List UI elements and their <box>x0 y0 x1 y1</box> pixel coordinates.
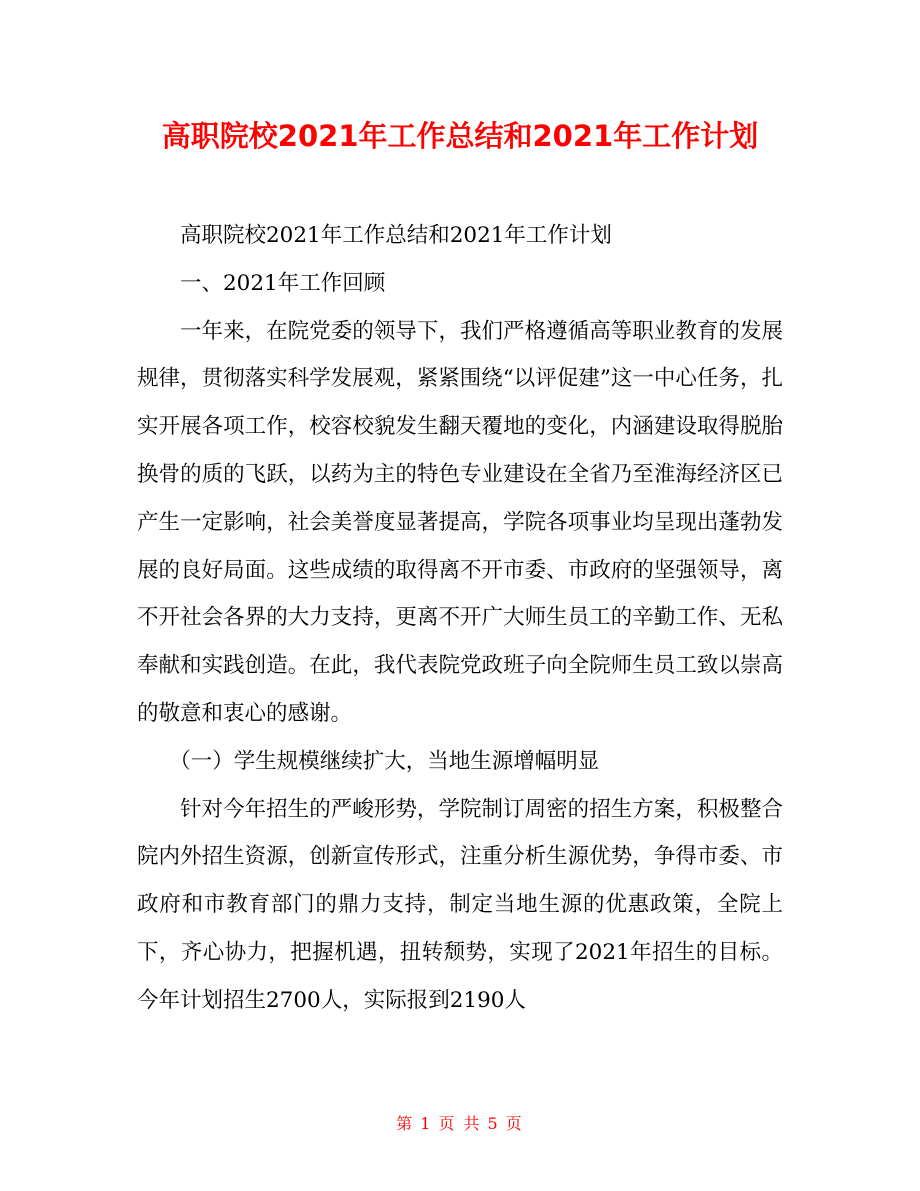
document-title: 高职院校2021年工作总结和2021年工作计划 <box>161 119 759 153</box>
footer-prefix: 第 <box>396 1114 415 1133</box>
footer-total-pages: 5 <box>487 1114 500 1133</box>
body-paragraph: 针对今年招生的严峻形势，学院制订周密的招生方案，积极整合院内外招生资源，创新宣传形式，注重分析生源优势，争得市委、市政府和市教育部门的鼎力支持，制定当地生源的优惠政策，全院上下，齐心协力，把握机遇，扭转颓势，实现了2021年招生的目标。今年计划招生2700人，实际报到2190人 <box>137 796 783 1013</box>
section-heading: 一、2021年工作回顾 <box>180 270 386 296</box>
subsection-heading: （一）学生规模继续扩大，当地生源增幅明显 <box>169 748 600 774</box>
subtitle-paragraph: 高职院校2021年工作总结和2021年工作计划 <box>180 223 612 248</box>
footer-page-number: 1 <box>420 1114 433 1133</box>
footer-middle: 页 共 <box>438 1114 482 1133</box>
document-body <box>137 212 783 1025</box>
footer-suffix: 页 <box>505 1114 524 1133</box>
page-footer <box>0 1112 920 1136</box>
body-paragraph: 一年来，在院党委的领导下，我们严格遵循高等职业教育的发展规律，贯彻落实科学发展观，紧紧围绕“以评促建”这一中心任务，扎实开展各项工作，校容校貌发生翻天覆地的变化，内涵建设取得脱胎换骨的质的飞跃，以药为主的特色专业建设在全省乃至淮海经济区已产生一定影响，社会美誉度显著提高，学院各项事业均呈现出蓬勃发展的良好局面。这些成绩的取得离不开市委、市政府的坚强领导，离不开社会各界的大力支持，更离不开广大师生员工的辛勤工作、无私奉献和实践创造。在此，我代表院党政班子向全院师生员工致以崇高的敬意和衷心的感谢。 <box>137 318 783 726</box>
